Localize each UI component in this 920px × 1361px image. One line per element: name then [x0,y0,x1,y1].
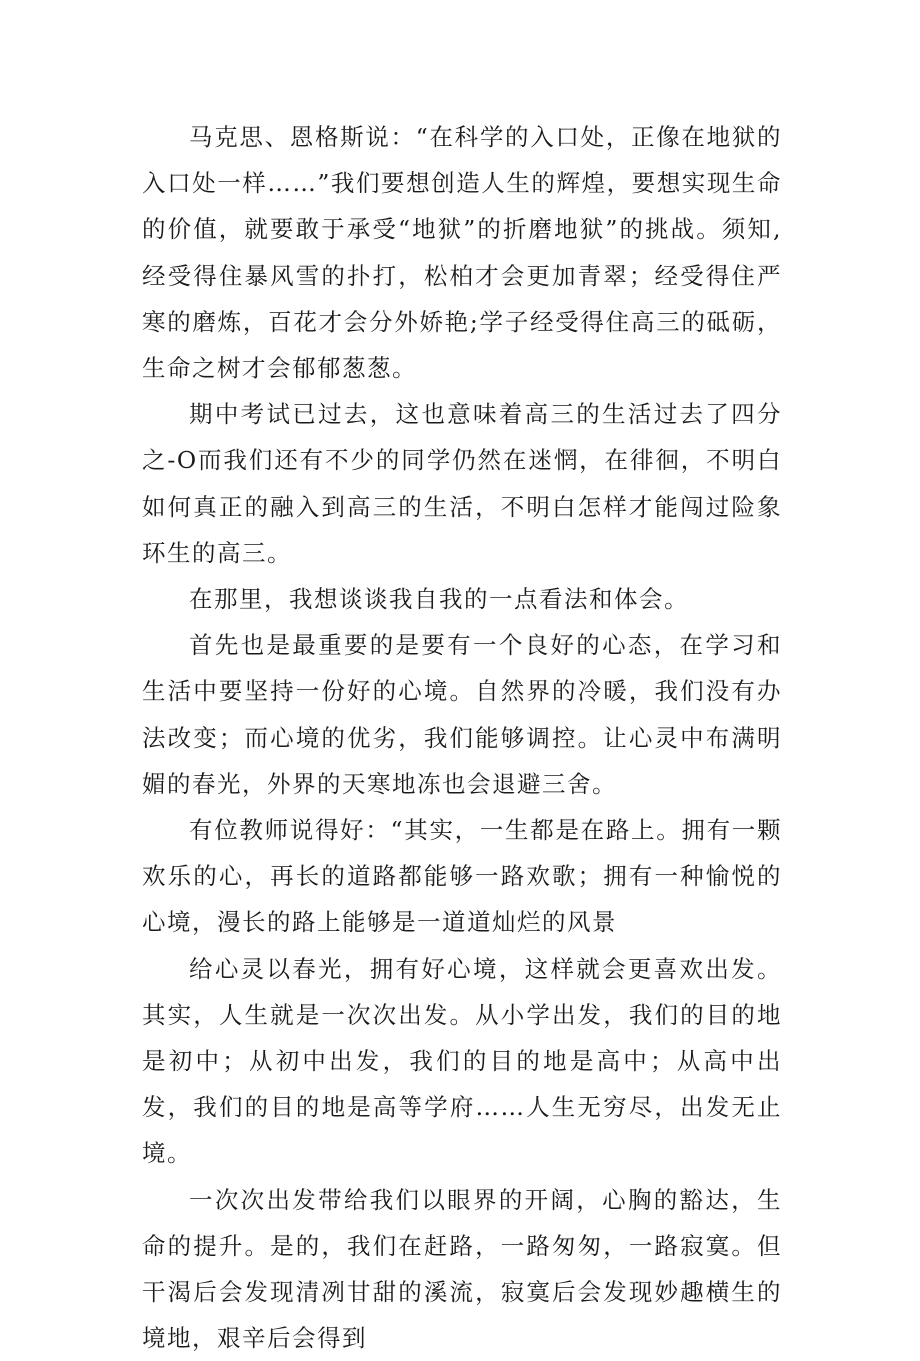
paragraph-4: 首先也是最重要的是要有一个良好的心态，在学习和生活中要坚持一份好的心境。自然界的冷暖，我们没有办法改变；而心境的优劣，我们能够调控。让心灵中布满明媚的春光，外界的天寒地冻也会退避三舍。 [142,631,782,798]
paragraph-2: 期中考试已过去，这也意味着高三的生活过去了四分之-O而我们还有不少的同学仍然在迷惘，在徘徊，不明白如何真正的融入到高三的生活，不明白怎样才能闯过险象环生的高三。 [142,400,782,567]
paragraph-5: 有位教师说得好：“其实，一生都是在路上。拥有一颗欢乐的心，再长的道路都能够一路欢歌；拥有一种愉悦的心境，漫长的路上能够是一道道灿烂的风景 [142,816,782,937]
document-page [142,114,782,1361]
paragraph-1: 马克思、恩格斯说：“在科学的入口处，正像在地狱的入口处一样……”我们要想创造人生的辉煌，要想实现生命的价值，就要敢于承受“地狱”的折磨地狱”的挑战。须知,经受得住暴风雪的扑打，松柏才会更加青翠；经受得住严寒的磨炼，百花才会分外娇艳;学子经受得住高三的砥砺，生命之树才会郁郁葱葱。 [142,123,782,383]
paragraph-3: 在那里，我想谈谈我自我的一点看法和体会。 [189,585,689,614]
paragraph-6: 给心灵以春光，拥有好心境，这样就会更喜欢出发。其实，人生就是一次次出发。从小学出发，我们的目的地是初中；从初中出发，我们的目的地是高中；从高中出发，我们的目的地是高等学府……人生无穷尽，出发无止境。 [142,954,782,1168]
paragraph-7: 一次次出发带给我们以眼界的开阔，心胸的豁达，生命的提升。是的，我们在赶路，一路匆匆，一路寂寞。但干渴后会发现清冽甘甜的溪流，寂寞后会发现妙趣横生的境地，艰辛后会得到 [142,1185,782,1353]
